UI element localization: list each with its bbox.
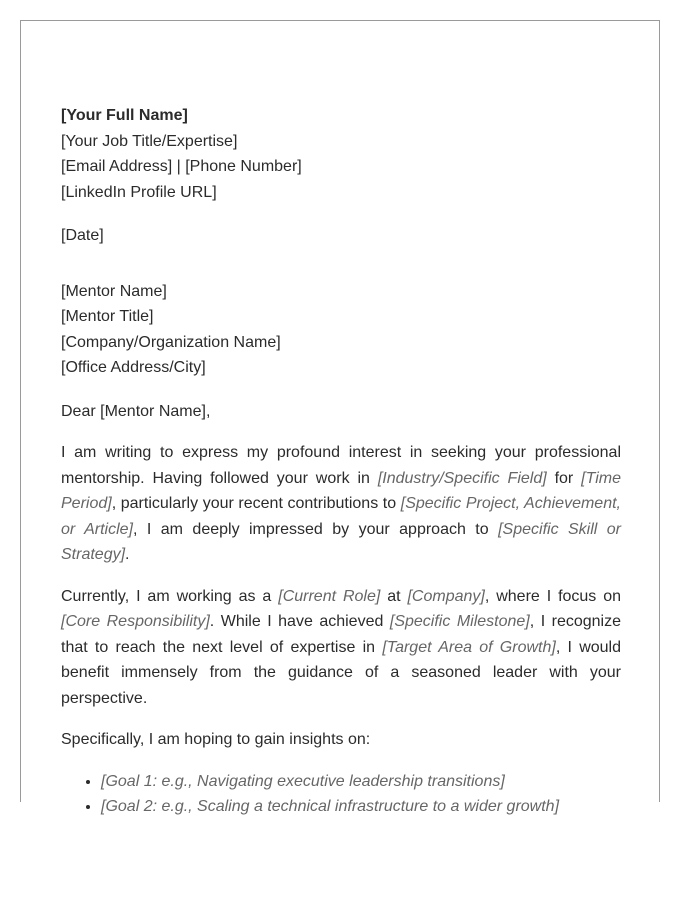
placeholder-specific-skill: [Specific Skill or Strategy] xyxy=(61,520,622,563)
goals-list xyxy=(61,769,621,820)
recipient-name: [Mentor Name] xyxy=(61,282,167,300)
para1-text-2: for xyxy=(546,469,582,487)
recipient-title: [Mentor Title] xyxy=(61,308,154,325)
list-item xyxy=(101,769,621,795)
para2-text-4: . While I have achieved xyxy=(209,613,390,630)
para1-text-1: I am writing to express my profound interest in seeking your professional mentorship. Having followed your work in xyxy=(61,444,621,487)
paragraph-insights-intro: Specifically, I am hoping to gain insights on: xyxy=(61,731,371,748)
para2-text-6: , I would benefit immensely from the guidance of a seasoned leader with your perspective. xyxy=(61,638,622,707)
sender-linkedin: [LinkedIn Profile URL] xyxy=(61,183,217,201)
placeholder-industry: [Industry/Specific Field] xyxy=(377,469,547,487)
placeholder-specific-milestone: [Specific Milestone] xyxy=(389,613,530,630)
para2-text-3: , where I focus on xyxy=(484,587,622,605)
paragraph-interest xyxy=(61,440,621,568)
list-item xyxy=(101,794,621,820)
sender-title: [Your Job Title/Expertise] xyxy=(61,132,238,150)
placeholder-company: [Company] xyxy=(407,587,485,605)
para2-text-2: at xyxy=(380,587,408,605)
sender-name: [Your Full Name] xyxy=(61,107,188,124)
goal-1-text: [Goal 1: e.g., Navigating executive leadership transitions] xyxy=(101,772,505,790)
placeholder-target-area: [Target Area of Growth] xyxy=(382,638,556,656)
placeholder-specific-project: [Specific Project, Achievement, or Article] xyxy=(61,495,621,538)
recipient-company: [Company/Organization Name] xyxy=(61,333,281,351)
recipient-address: [Office Address/City] xyxy=(61,359,206,376)
letter-content xyxy=(61,103,621,820)
para1-text-3: , particularly your recent contributions to xyxy=(111,495,401,512)
para1-text-5: . xyxy=(125,546,130,563)
salutation: Dear [Mentor Name], xyxy=(61,402,211,420)
paragraph-current-role xyxy=(61,584,621,712)
para1-text-4: , I am deeply impressed by your approach to xyxy=(132,520,499,538)
letter-page xyxy=(20,20,660,815)
goal-2-text: [Goal 2: e.g., Scaling a technical infrastructure to a wider growth] xyxy=(101,798,560,815)
letter-date: [Date] xyxy=(61,227,104,244)
placeholder-core-responsibility: [Core Responsibility] xyxy=(61,613,210,630)
placeholder-current-role: [Current Role] xyxy=(278,587,381,605)
placeholder-time-period: [Time Period] xyxy=(61,469,622,512)
para2-text-5: , I recognize that to reach the next level of expertise in xyxy=(61,613,622,656)
para2-text-1: Currently, I am working as a xyxy=(61,587,279,605)
sender-contact: [Email Address] | [Phone Number] xyxy=(61,158,302,175)
